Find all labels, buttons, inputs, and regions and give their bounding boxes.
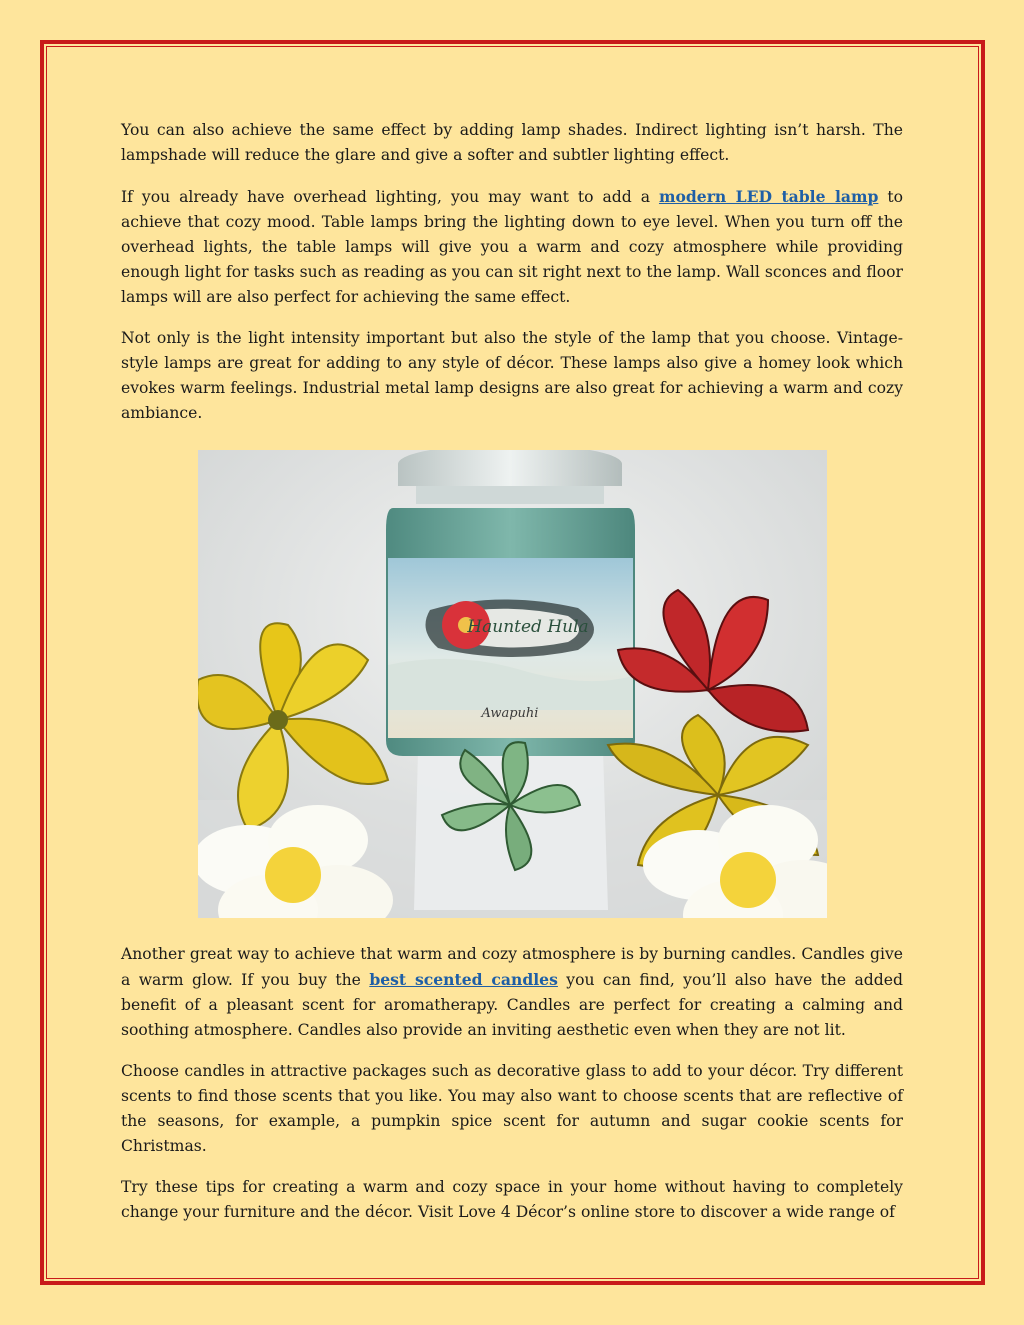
candle-jar: [386, 450, 635, 756]
label-brand: Haunted Hula: [467, 617, 589, 637]
paragraph-text: Another great way to achieve that warm and cozy atmosphere is by burning candles. Candles give a warm glow. If you buy the: [121, 945, 903, 989]
label-scent: Awapuhi: [481, 706, 539, 721]
paragraph-table-lamp: [121, 184, 903, 310]
paragraph-tips: Try these tips for creating a warm and cozy space in your home without having to completely change your furniture and the décor. Visit Love 4 Décor’s online store to discover a wide range of: [121, 1178, 903, 1221]
paragraph-text: If you already have overhead lighting, you may want to add a: [121, 188, 659, 206]
paragraph-text: you can find, you’ll also have the added benefit of a pleasant scent for aromatherapy. Candles are perfect for creating a calming and soothing atmosphere. Candles also provide an inviting aesthetic even when they are not lit.: [121, 971, 903, 1039]
paragraph-candles: [121, 942, 903, 1043]
paragraph-candle-packages: Choose candles in attractive packages such as decorative glass to add to your décor. Try different scents to find those scents that you like. You may also want to choose scents that are reflective of the seasons, for example, a pumpkin spice scent for autumn and sugar cookie scents for Christmas.: [121, 1062, 903, 1155]
best-scented-candles-link[interactable]: best scented candles: [369, 970, 558, 989]
candle-photo: [198, 450, 827, 918]
paragraph-lamp-style: Not only is the light intensity important but also the style of the lamp that you choose. Vintage-style lamps are great for adding to any style of décor. These lamps also give a homey look which evokes warm feelings. Industrial metal lamp designs are also great for achieving a warm and cozy ambiance.: [121, 329, 903, 422]
paragraph-text: to achieve that cozy mood. Table lamps bring the lighting down to eye level. When you turn off the overhead lights, the table lamps will give you a warm and cozy atmosphere while providing enough light for tasks such as reading as you can sit right next to the lamp. Wall sconces and floor lamps will are also perfect for achieving the same effect.: [121, 188, 903, 306]
modern-led-table-lamp-link[interactable]: modern LED table lamp: [658, 187, 879, 206]
paragraph-lamp-shades: You can also achieve the same effect by adding lamp shades. Indirect lighting isn’t harsh. The lampshade will reduce the glare and give a softer and subtler lighting effect.: [121, 121, 903, 164]
article-body: [121, 118, 903, 1241]
